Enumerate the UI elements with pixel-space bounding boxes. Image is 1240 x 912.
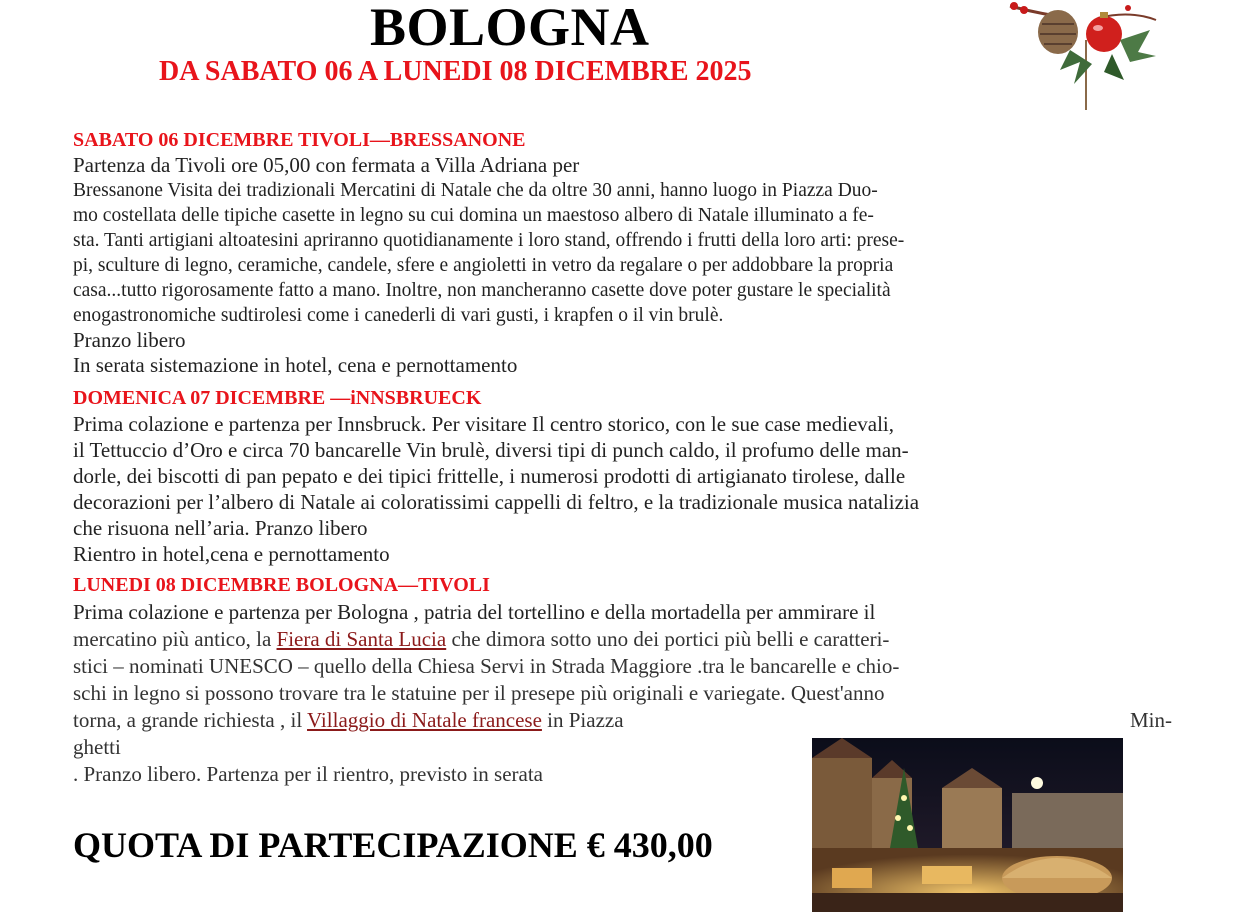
day-1-lunch: Pranzo libero: [73, 328, 186, 352]
day-3-line: [73, 626, 1193, 653]
day-3-line: ghetti: [73, 735, 121, 759]
day-1-line: enogastronomiche sudtirolesi come i canederli di vari gusti, i krapfen o il vin brulè.: [73, 305, 724, 326]
day-3-text: in Piazza: [541, 708, 624, 732]
day-1-section: [73, 128, 1193, 378]
day-1-heading: SABATO 06 DICEMBRE TIVOLI—BRESSANONE: [73, 129, 526, 151]
day-1-line: pi, sculture di legno, ceramiche, candele, sfere e angioletti in vetro da regalare o per addobbare la propria: [73, 255, 894, 276]
day-2-section: [73, 385, 1193, 567]
day-2-line: il Tettuccio d’Oro e circa 70 bancarelle Vin brulè, diversi tipi di punch caldo, il profumo delle man-: [73, 438, 909, 462]
day-3-text: che dimora sotto uno dei portici più belli e caratteri-: [446, 627, 890, 651]
day-2-line: decorazioni per l’albero di Natale ai coloratissimi cappelli di feltro, e la tradizionale musica natalizia: [73, 490, 920, 514]
day-2-line: dorle, dei biscotti di pan pepato e dei tipici frittelle, i numerosi prodotti di artigianato tirolese, dalle: [73, 464, 906, 488]
villaggio-natale-link[interactable]: Villaggio di Natale francese: [307, 708, 542, 732]
day-3-text: mercatino più antico, la: [73, 627, 277, 651]
day-3-line: . Pranzo libero. Partenza per il rientro, previsto in serata: [73, 762, 543, 786]
day-1-line: Bressanone Visita dei tradizionali Mercatini di Natale che da oltre 30 anni, hanno luogo in Piazza Duo-: [73, 180, 878, 201]
day-1-evening: In serata sistemazione in hotel, cena e pernottamento: [73, 353, 518, 377]
day-1-line: mo costellata delle tipiche casette in legno su cui domina un maestoso albero di Natale illuminato a fe-: [73, 205, 874, 226]
day-1-line: Partenza da Tivoli ore 05,00 con fermata a Villa Adriana per: [73, 153, 580, 177]
day-3-line: [73, 707, 1193, 734]
day-3-heading: LUNEDI 08 DICEMBRE BOLOGNA—TIVOLI: [73, 574, 490, 596]
trip-dates: DA SABATO 06 A LUNEDI 08 DICEMBRE 2025: [159, 56, 752, 87]
day-1-line: casa...tutto rigorosamente fatto a mano. Inoltre, non mancheranno casette dove poter gustare le specialità: [73, 280, 891, 301]
day-2-heading: DOMENICA 07 DICEMBRE —iNNSBRUECK: [73, 387, 482, 409]
participation-price: QUOTA DI PARTECIPAZIONE € 430,00: [73, 825, 713, 865]
day-3-line: stici – nominati UNESCO – quello della Chiesa Servi in Strada Maggiore .tra le bancarelle e chio-: [73, 654, 900, 678]
day-3-line: Prima colazione e partenza per Bologna , patria del tortellino e della mortadella per ammirare il: [73, 600, 876, 624]
fiera-santa-lucia-link[interactable]: Fiera di Santa Lucia: [276, 627, 447, 651]
day-3-text: Min-: [1130, 708, 1172, 732]
page-title: BOLOGNA: [370, 0, 650, 57]
day-2-line: Prima colazione e partenza per Innsbruck. Per visitare Il centro storico, con le sue case medievali,: [73, 412, 894, 436]
day-2-line: che risuona nell’aria. Pranzo libero: [73, 516, 368, 540]
christmas-ornament-icon: [1000, 0, 1160, 112]
day-3-text: torna, a grande richiesta , il: [73, 708, 308, 732]
day-2-evening: Rientro in hotel,cena e pernottamento: [73, 542, 390, 566]
day-3-line: schi in legno si possono trovare tra le statuine per il presepe più originali e variegate. Quest'anno: [73, 681, 885, 705]
day-1-line: sta. Tanti artigiani altoatesini apriranno quotidianamente i loro stand, offrendo i frutti della loro arti: prese-: [73, 230, 905, 251]
christmas-market-photo: [812, 738, 1123, 912]
